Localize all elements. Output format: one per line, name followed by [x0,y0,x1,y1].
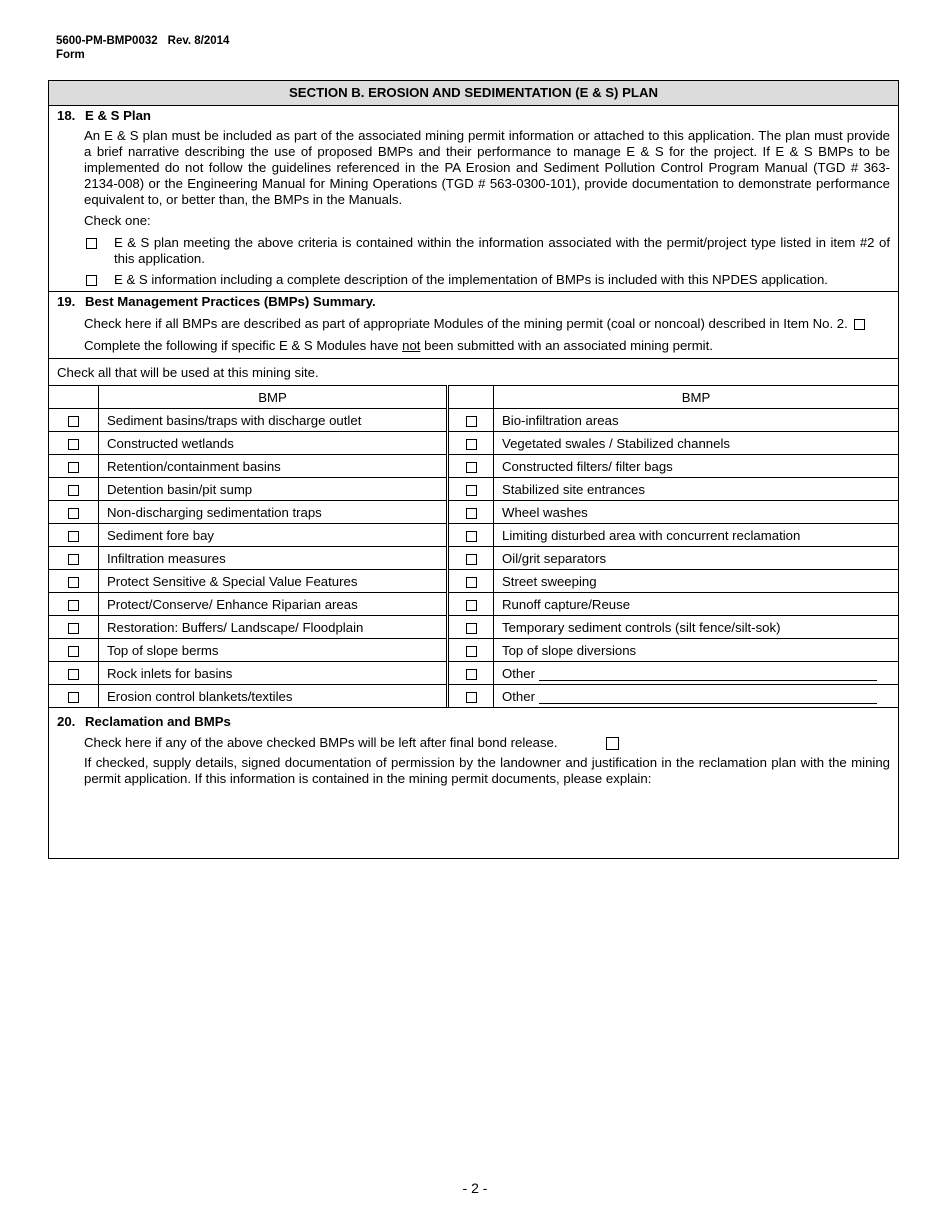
page-number: - 2 - [462,1180,488,1196]
bmp-left-checkbox[interactable] [68,485,79,496]
bmp-left-checkbox-cell [49,524,99,547]
bmp-right-label: Top of slope diversions [502,642,637,658]
bmp-left-checkbox-cell [49,478,99,501]
item-20-check-line [84,735,890,751]
bmp-header-blank-right [448,386,494,409]
bmp-left-checkbox[interactable] [68,669,79,680]
complete-note-part-1: Complete the following if specific E & S Modules have [84,338,403,353]
bmp-left-label: Erosion control blankets/textiles [99,685,448,708]
other-bmp-input[interactable] [539,691,877,704]
bmp-right-cell [494,570,899,593]
bmp-left-checkbox-cell [49,616,99,639]
bmp-left-checkbox[interactable] [68,600,79,611]
bmp-row [49,409,898,432]
bmp-left-label: Constructed wetlands [99,432,448,455]
bmp-row [49,570,898,593]
bmp-header-blank-left [49,386,99,409]
bmp-right-checkbox[interactable] [466,508,477,519]
bmp-left-checkbox[interactable] [68,692,79,703]
bmp-left-label: Restoration: Buffers/ Landscape/ Floodplain [99,616,448,639]
bmp-row [49,662,898,685]
form-header [56,34,229,62]
bmp-left-checkbox-cell [49,409,99,432]
bmp-right-label: Constructed filters/ filter bags [502,458,673,474]
bmp-right-cell [494,593,899,616]
other-bmp-input[interactable] [539,668,877,681]
bmp-row [49,455,898,478]
item-18-option-1 [84,235,890,267]
bmp-row [49,478,898,501]
bmp-right-checkbox[interactable] [466,439,477,450]
item-20-title: Reclamation and BMPs [85,714,231,729]
bmp-right-label: Other [502,665,535,681]
bmp-right-checkbox[interactable] [466,600,477,611]
bmp-table-header-row [49,386,898,409]
bmp-row [49,524,898,547]
bmp-right-cell [494,616,899,639]
bmp-left-checkbox-cell [49,685,99,708]
item-19-number: 19. [57,294,76,309]
bmp-right-cell [494,639,899,662]
bmp-right-label: Bio-infiltration areas [502,412,619,428]
bmp-left-checkbox-cell [49,432,99,455]
bmp-right-checkbox[interactable] [466,554,477,565]
check-here-all-bmps-label: Check here if all BMPs are described as part of appropriate Modules of the mining permit (coal or noncoal) described in Item No. 2. [84,316,848,331]
option-1-checkbox[interactable] [86,238,97,249]
bmp-right-checkbox-cell [448,616,494,639]
bmp-row [49,639,898,662]
bmp-right-cell [494,409,899,432]
item-18 [49,106,898,291]
item-19-heading [57,294,890,310]
bmp-left-checkbox-cell [49,547,99,570]
bmps-left-after-release-checkbox[interactable] [606,737,619,750]
bmp-right-label: Temporary sediment controls (silt fence/silt-sok) [502,619,781,635]
bmp-left-label: Detention basin/pit sump [99,478,448,501]
check-one-label: Check one: [84,213,151,228]
bmp-right-checkbox[interactable] [466,692,477,703]
bmp-right-label: Wheel washes [502,504,588,520]
bmp-right-checkbox-cell [448,455,494,478]
bmp-row [49,432,898,455]
bmp-right-cell [494,432,899,455]
bmp-left-label: Rock inlets for basins [99,662,448,685]
bmp-row [49,616,898,639]
bmp-row [49,547,898,570]
bmp-right-checkbox-cell [448,685,494,708]
item-20-details: If checked, supply details, signed documentation of permission by the landowner and justification in the reclamation plan with the mining permit application. If this information is contained in the mining permit documents, please explain: [84,755,890,786]
bmp-row [49,685,898,708]
bmp-right-checkbox-cell [448,501,494,524]
bmp-right-checkbox-cell [448,478,494,501]
bmp-left-label: Sediment fore bay [99,524,448,547]
item-20 [49,707,898,787]
bmp-left-checkbox[interactable] [68,531,79,542]
section-b-frame [48,80,899,859]
bmp-right-checkbox-cell [448,409,494,432]
bmp-table-body [49,386,898,708]
bmp-right-checkbox[interactable] [466,669,477,680]
item-20-heading [57,714,890,730]
bmp-right-checkbox-cell [448,639,494,662]
bmp-right-checkbox-cell [448,524,494,547]
bmp-right-checkbox-cell [448,432,494,455]
bmp-left-checkbox[interactable] [68,623,79,634]
complete-note-part-2: been submitted with an associated mining permit. [420,338,713,353]
form-label: Form [56,49,85,61]
bmps-left-label: Check here if any of the above checked BMPs will be left after final bond release. [84,735,558,750]
bmp-left-label: Sediment basins/traps with discharge outlet [99,409,448,432]
bmp-right-cell [494,547,899,570]
bmp-row [49,501,898,524]
bmp-right-label: Stabilized site entrances [502,481,645,497]
item-18-heading [57,108,890,124]
item-19-check-all-described [84,316,890,332]
bmp-right-label: Runoff capture/Reuse [502,596,631,612]
bmp-left-checkbox[interactable] [68,508,79,519]
bmp-left-checkbox[interactable] [68,416,79,427]
item-19 [49,291,898,358]
bmp-left-label: Top of slope berms [99,639,448,662]
bmp-right-checkbox[interactable] [466,646,477,657]
bmp-right-label: Oil/grit separators [502,550,607,566]
bmp-left-checkbox-cell [49,639,99,662]
check-all-label: Check all that will be used at this mining site. [49,358,898,385]
bmp-left-checkbox-cell [49,455,99,478]
bmp-left-label: Non-discharging sedimentation traps [99,501,448,524]
complete-note-not: not [402,338,421,353]
item-20-number: 20. [57,714,76,729]
bmp-right-cell [494,501,899,524]
bmp-left-label: Protect Sensitive & Special Value Features [99,570,448,593]
item-19-complete-note [84,338,890,354]
item-19-title: Best Management Practices (BMPs) Summary. [85,294,376,309]
item-18-number: 18. [57,108,76,123]
bmp-left-checkbox[interactable] [68,554,79,565]
bmp-left-checkbox[interactable] [68,439,79,450]
bmp-right-checkbox[interactable] [466,485,477,496]
form-revision: Rev. 8/2014 [167,35,230,47]
bmp-right-checkbox-cell [448,547,494,570]
bmp-left-checkbox[interactable] [68,462,79,473]
bmp-header-left: BMP [99,386,448,409]
bmp-right-checkbox-cell [448,570,494,593]
bmp-right-cell [494,478,899,501]
bmp-right-checkbox-cell [448,593,494,616]
bmp-table [49,385,898,707]
bmp-right-checkbox[interactable] [466,416,477,427]
item-18-title: E & S Plan [85,108,151,123]
bmp-right-checkbox[interactable] [466,531,477,542]
option-2-label: E & S information including a complete description of the implementation of BMPs is included with this NPDES application. [114,272,828,287]
bmp-left-checkbox-cell [49,662,99,685]
bmp-right-label: Street sweeping [502,573,597,589]
bmp-left-checkbox[interactable] [68,646,79,657]
bmp-row [49,593,898,616]
bmp-right-label: Limiting disturbed area with concurrent reclamation [502,527,801,543]
bmp-right-cell [494,662,899,685]
bmp-left-label: Protect/Conserve/ Enhance Riparian areas [99,593,448,616]
section-title: SECTION B. EROSION AND SEDIMENTATION (E & S) PLAN [49,81,898,106]
all-bmps-described-checkbox[interactable] [854,319,865,330]
bmp-left-checkbox-cell [49,593,99,616]
bmp-left-label: Retention/containment basins [99,455,448,478]
option-2-checkbox[interactable] [86,275,97,286]
bmp-right-cell [494,524,899,547]
bmp-left-checkbox-cell [49,570,99,593]
item-18-paragraph: An E & S plan must be included as part of the associated mining permit information or attached to this application. The plan must provide a brief narrative describing the use of proposed BMPs and their performance to manage E & S for the project. If E & S BMPs to be implemented do not follow the guidelines referenced in the PA Erosion and Sediment Pollution Control Program Manual (TGD # 363-2134-008) or the Engineering Manual for Mining Operations (TGD # 563-0300-101), provide documentation to demonstrate performance equivalent to, or better than, the BMPs in the Manuals. [84,128,890,207]
bmp-right-checkbox[interactable] [466,623,477,634]
bmp-left-label: Infiltration measures [99,547,448,570]
bmp-right-label: Other [502,688,535,704]
bmp-header-right: BMP [494,386,899,409]
bmp-right-checkbox[interactable] [466,577,477,588]
bmp-right-cell [494,455,899,478]
bmp-right-checkbox[interactable] [466,462,477,473]
item-18-option-2 [84,272,890,288]
bmp-left-checkbox[interactable] [68,577,79,588]
bmp-right-cell [494,685,899,708]
form-code: 5600-PM-BMP0032 [56,35,158,47]
bmp-right-checkbox-cell [448,662,494,685]
bmp-right-label: Vegetated swales / Stabilized channels [502,435,730,451]
option-1-label: E & S plan meeting the above criteria is contained within the information associated with the permit/project type listed in item #2 of this application. [114,235,890,266]
bmp-left-checkbox-cell [49,501,99,524]
